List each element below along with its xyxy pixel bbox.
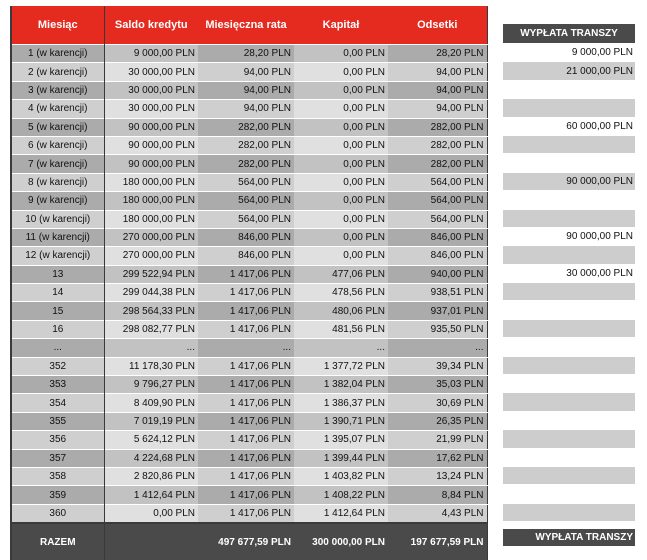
- cell-installment: 282,00 PLN: [198, 118, 294, 136]
- cell-installment: 846,00 PLN: [198, 228, 294, 246]
- tranche-row: [503, 448, 635, 466]
- cell-month: ...: [11, 339, 104, 357]
- tranche-spacer-cell: [503, 521, 635, 529]
- cell-capital: 1 412,64 PLN: [294, 504, 388, 523]
- cell-balance: 9 000,00 PLN: [104, 45, 198, 63]
- tranche-row: [503, 135, 635, 153]
- cell-interest: 282,00 PLN: [388, 136, 487, 154]
- cell-interest: 935,50 PLN: [388, 320, 487, 338]
- table-row: [11, 100, 487, 118]
- cell-balance: 180 000,00 PLN: [104, 173, 198, 191]
- table-row: [11, 357, 487, 375]
- tranche-amount: 30 000,00 PLN: [503, 264, 635, 282]
- cell-balance: 299 044,38 PLN: [104, 284, 198, 302]
- tranche-amount: [503, 503, 635, 521]
- header-balance: Saldo kredytu: [104, 6, 198, 45]
- cell-balance: 30 000,00 PLN: [104, 63, 198, 81]
- header-month: Miesiąc: [11, 6, 104, 45]
- table-row: [11, 467, 487, 485]
- cell-capital: 0,00 PLN: [294, 100, 388, 118]
- cell-month: 356: [11, 431, 104, 449]
- cell-month: 8 (w karencji): [11, 173, 104, 191]
- tranche-amount: [503, 448, 635, 466]
- cell-installment: 1 417,06 PLN: [198, 504, 294, 523]
- tranche-row: [503, 503, 635, 521]
- cell-capital: 0,00 PLN: [294, 173, 388, 191]
- cell-interest: 938,51 PLN: [388, 284, 487, 302]
- cell-balance: 90 000,00 PLN: [104, 155, 198, 173]
- cell-installment: 1 417,06 PLN: [198, 449, 294, 467]
- cell-balance: 4 224,68 PLN: [104, 449, 198, 467]
- cell-month: 13: [11, 265, 104, 283]
- tranche-amount: [503, 319, 635, 337]
- cell-interest: 21,99 PLN: [388, 431, 487, 449]
- cell-installment: 564,00 PLN: [198, 192, 294, 210]
- table-row: [11, 155, 487, 173]
- cell-balance: 299 522,94 PLN: [104, 265, 198, 283]
- cell-interest: 940,00 PLN: [388, 265, 487, 283]
- tranche-row: [503, 411, 635, 429]
- tranche-payout-table: [503, 24, 635, 546]
- cell-capital: 1 390,71 PLN: [294, 412, 388, 430]
- tranche-header-row: [503, 24, 635, 44]
- cell-capital: 478,56 PLN: [294, 284, 388, 302]
- table-row: [11, 486, 487, 504]
- cell-installment: 1 417,06 PLN: [198, 467, 294, 485]
- tranche-row: [503, 283, 635, 301]
- cell-interest: 564,00 PLN: [388, 192, 487, 210]
- totals-balance: [104, 523, 198, 560]
- tranche-header: WYPŁATA TRANSZY: [503, 24, 635, 44]
- totals-label: RAZEM: [11, 523, 104, 560]
- table-row: [11, 192, 487, 210]
- tranche-amount: [503, 283, 635, 301]
- cell-installment: 1 417,06 PLN: [198, 376, 294, 394]
- cell-month: 9 (w karencji): [11, 192, 104, 210]
- tranche-row: [503, 209, 635, 227]
- cell-month: 16: [11, 320, 104, 338]
- table-row: [11, 210, 487, 228]
- cell-balance: 2 820,86 PLN: [104, 467, 198, 485]
- cell-interest: 94,00 PLN: [388, 63, 487, 81]
- tranche-row: [503, 172, 635, 190]
- cell-capital: 1 377,72 PLN: [294, 357, 388, 375]
- tranche-row: [503, 62, 635, 80]
- cell-balance: 1 412,64 PLN: [104, 486, 198, 504]
- table-row: [11, 247, 487, 265]
- cell-interest: 26,35 PLN: [388, 412, 487, 430]
- table-row: [11, 63, 487, 81]
- cell-capital: 477,06 PLN: [294, 265, 388, 283]
- cell-capital: 0,00 PLN: [294, 45, 388, 63]
- cell-capital: 0,00 PLN: [294, 63, 388, 81]
- cell-month: 358: [11, 467, 104, 485]
- cell-balance: 30 000,00 PLN: [104, 81, 198, 99]
- cell-month: 1 (w karencji): [11, 45, 104, 63]
- tranche-amount: 60 000,00 PLN: [503, 117, 635, 135]
- cell-capital: 0,00 PLN: [294, 136, 388, 154]
- tranche-amount: [503, 209, 635, 227]
- cell-installment: 282,00 PLN: [198, 155, 294, 173]
- cell-capital: 1 399,44 PLN: [294, 449, 388, 467]
- cell-interest: 39,34 PLN: [388, 357, 487, 375]
- tranche-row: [503, 301, 635, 319]
- cell-balance: ...: [104, 339, 198, 357]
- table-row: [11, 412, 487, 430]
- cell-installment: 1 417,06 PLN: [198, 284, 294, 302]
- cell-balance: 180 000,00 PLN: [104, 210, 198, 228]
- totals-row: [11, 523, 487, 560]
- cell-installment: ...: [198, 339, 294, 357]
- tranche-amount: [503, 301, 635, 319]
- tranche-row: [503, 466, 635, 484]
- tranche-amount: 90 000,00 PLN: [503, 172, 635, 190]
- cell-installment: 94,00 PLN: [198, 100, 294, 118]
- cell-balance: 0,00 PLN: [104, 504, 198, 523]
- cell-month: 15: [11, 302, 104, 320]
- header-interest: Odsetki: [388, 6, 487, 45]
- tranche-row: [503, 99, 635, 117]
- cell-installment: 564,00 PLN: [198, 173, 294, 191]
- cell-installment: 28,20 PLN: [198, 45, 294, 63]
- cell-installment: 1 417,06 PLN: [198, 394, 294, 412]
- cell-month: 11 (w karencji): [11, 228, 104, 246]
- tranche-amount: [503, 411, 635, 429]
- cell-interest: 13,24 PLN: [388, 467, 487, 485]
- table-row: [11, 394, 487, 412]
- tranche-spacer: [503, 521, 635, 529]
- table-row: [11, 376, 487, 394]
- cell-month: 355: [11, 412, 104, 430]
- cell-month: 7 (w karencji): [11, 155, 104, 173]
- cell-balance: 270 000,00 PLN: [104, 247, 198, 265]
- table-row: [11, 265, 487, 283]
- table-row: [11, 339, 487, 357]
- tranche-amount: [503, 430, 635, 448]
- cell-month: 12 (w karencji): [11, 247, 104, 265]
- cell-interest: 94,00 PLN: [388, 100, 487, 118]
- cell-month: 359: [11, 486, 104, 504]
- totals-capital: 300 000,00 PLN: [294, 523, 388, 560]
- cell-installment: 1 417,06 PLN: [198, 320, 294, 338]
- tranche-row: [503, 319, 635, 337]
- cell-capital: 0,00 PLN: [294, 155, 388, 173]
- header-installment: Miesięczna rata: [198, 6, 294, 45]
- tranche-row: [503, 191, 635, 209]
- cell-installment: 282,00 PLN: [198, 136, 294, 154]
- tranche-amount: [503, 356, 635, 374]
- cell-capital: 0,00 PLN: [294, 228, 388, 246]
- tranche-row: [503, 485, 635, 503]
- cell-capital: 0,00 PLN: [294, 247, 388, 265]
- cell-balance: 30 000,00 PLN: [104, 100, 198, 118]
- cell-month: 10 (w karencji): [11, 210, 104, 228]
- totals-interest: 197 677,59 PLN: [388, 523, 487, 560]
- cell-installment: 1 417,06 PLN: [198, 265, 294, 283]
- cell-month: 6 (w karencji): [11, 136, 104, 154]
- cell-interest: ...: [388, 339, 487, 357]
- tranche-amount: [503, 375, 635, 393]
- cell-interest: 846,00 PLN: [388, 247, 487, 265]
- tranche-body: [503, 44, 635, 530]
- cell-month: 357: [11, 449, 104, 467]
- table-row: [11, 320, 487, 338]
- cell-month: 352: [11, 357, 104, 375]
- tranche-row: [503, 117, 635, 135]
- cell-interest: 937,01 PLN: [388, 302, 487, 320]
- cell-balance: 9 796,27 PLN: [104, 376, 198, 394]
- cell-balance: 5 624,12 PLN: [104, 431, 198, 449]
- header-row: [11, 6, 487, 45]
- tranche-row: [503, 393, 635, 411]
- cell-capital: 0,00 PLN: [294, 192, 388, 210]
- tranche-amount: 90 000,00 PLN: [503, 227, 635, 245]
- tranche-row: [503, 375, 635, 393]
- cell-balance: 180 000,00 PLN: [104, 192, 198, 210]
- cell-interest: 282,00 PLN: [388, 155, 487, 173]
- cell-capital: 1 403,82 PLN: [294, 467, 388, 485]
- cell-balance: 90 000,00 PLN: [104, 118, 198, 136]
- table-row: [11, 118, 487, 136]
- tranche-footer-row: [503, 529, 635, 546]
- tranche-row: [503, 80, 635, 98]
- tranche-amount: 9 000,00 PLN: [503, 44, 635, 62]
- table-row: [11, 284, 487, 302]
- table-row: [11, 431, 487, 449]
- tranche-amount: [503, 80, 635, 98]
- cell-installment: 564,00 PLN: [198, 210, 294, 228]
- tranche-amount: [503, 191, 635, 209]
- tranche-footer: WYPŁATA TRANSZY: [503, 529, 635, 546]
- tranche-row: [503, 154, 635, 172]
- header-capital: Kapitał: [294, 6, 388, 45]
- table-row: [11, 449, 487, 467]
- cell-interest: 94,00 PLN: [388, 81, 487, 99]
- cell-month: 14: [11, 284, 104, 302]
- cell-month: 353: [11, 376, 104, 394]
- cell-interest: 30,69 PLN: [388, 394, 487, 412]
- table-row: [11, 173, 487, 191]
- cell-interest: 17,62 PLN: [388, 449, 487, 467]
- cell-balance: 90 000,00 PLN: [104, 136, 198, 154]
- cell-installment: 94,00 PLN: [198, 63, 294, 81]
- cell-month: 354: [11, 394, 104, 412]
- cell-month: 4 (w karencji): [11, 100, 104, 118]
- cell-month: 3 (w karencji): [11, 81, 104, 99]
- schedule-body: [11, 45, 487, 524]
- cell-installment: 1 417,06 PLN: [198, 302, 294, 320]
- table-row: [11, 136, 487, 154]
- cell-capital: 0,00 PLN: [294, 81, 388, 99]
- cell-interest: 564,00 PLN: [388, 173, 487, 191]
- cell-capital: 480,06 PLN: [294, 302, 388, 320]
- tranche-row: [503, 264, 635, 282]
- tranche-amount: [503, 135, 635, 153]
- cell-installment: 1 417,06 PLN: [198, 357, 294, 375]
- tranche-amount: [503, 393, 635, 411]
- tranche-amount: [503, 99, 635, 117]
- tranche-amount: [503, 246, 635, 264]
- table-row: [11, 81, 487, 99]
- cell-capital: ...: [294, 339, 388, 357]
- cell-interest: 564,00 PLN: [388, 210, 487, 228]
- cell-capital: 1 382,04 PLN: [294, 376, 388, 394]
- tranche-amount: [503, 338, 635, 356]
- totals-installment: 497 677,59 PLN: [198, 523, 294, 560]
- cell-installment: 94,00 PLN: [198, 81, 294, 99]
- cell-interest: 28,20 PLN: [388, 45, 487, 63]
- loan-schedule-table: [10, 6, 488, 560]
- table-row: [11, 302, 487, 320]
- cell-balance: 11 178,30 PLN: [104, 357, 198, 375]
- cell-capital: 481,56 PLN: [294, 320, 388, 338]
- tranche-amount: [503, 154, 635, 172]
- cell-installment: 846,00 PLN: [198, 247, 294, 265]
- tranche-row: [503, 356, 635, 374]
- cell-interest: 35,03 PLN: [388, 376, 487, 394]
- cell-balance: 7 019,19 PLN: [104, 412, 198, 430]
- tranche-row: [503, 227, 635, 245]
- cell-capital: 1 395,07 PLN: [294, 431, 388, 449]
- tranche-row: [503, 246, 635, 264]
- cell-month: 2 (w karencji): [11, 63, 104, 81]
- tranche-amount: [503, 466, 635, 484]
- cell-installment: 1 417,06 PLN: [198, 486, 294, 504]
- table-row: [11, 504, 487, 523]
- tranche-row: [503, 430, 635, 448]
- cell-month: 5 (w karencji): [11, 118, 104, 136]
- tranche-amount: [503, 485, 635, 503]
- cell-balance: 8 409,90 PLN: [104, 394, 198, 412]
- cell-installment: 1 417,06 PLN: [198, 412, 294, 430]
- cell-interest: 8,84 PLN: [388, 486, 487, 504]
- cell-capital: 0,00 PLN: [294, 118, 388, 136]
- cell-month: 360: [11, 504, 104, 523]
- table-row: [11, 45, 487, 63]
- cell-balance: 270 000,00 PLN: [104, 228, 198, 246]
- tranche-row: [503, 44, 635, 62]
- tranche-row: [503, 338, 635, 356]
- cell-capital: 1 408,22 PLN: [294, 486, 388, 504]
- cell-capital: 0,00 PLN: [294, 210, 388, 228]
- cell-balance: 298 564,33 PLN: [104, 302, 198, 320]
- table-row: [11, 228, 487, 246]
- cell-balance: 298 082,77 PLN: [104, 320, 198, 338]
- tranche-amount: 21 000,00 PLN: [503, 62, 635, 80]
- cell-installment: 1 417,06 PLN: [198, 431, 294, 449]
- cell-interest: 4,43 PLN: [388, 504, 487, 523]
- cell-capital: 1 386,37 PLN: [294, 394, 388, 412]
- cell-interest: 282,00 PLN: [388, 118, 487, 136]
- cell-interest: 846,00 PLN: [388, 228, 487, 246]
